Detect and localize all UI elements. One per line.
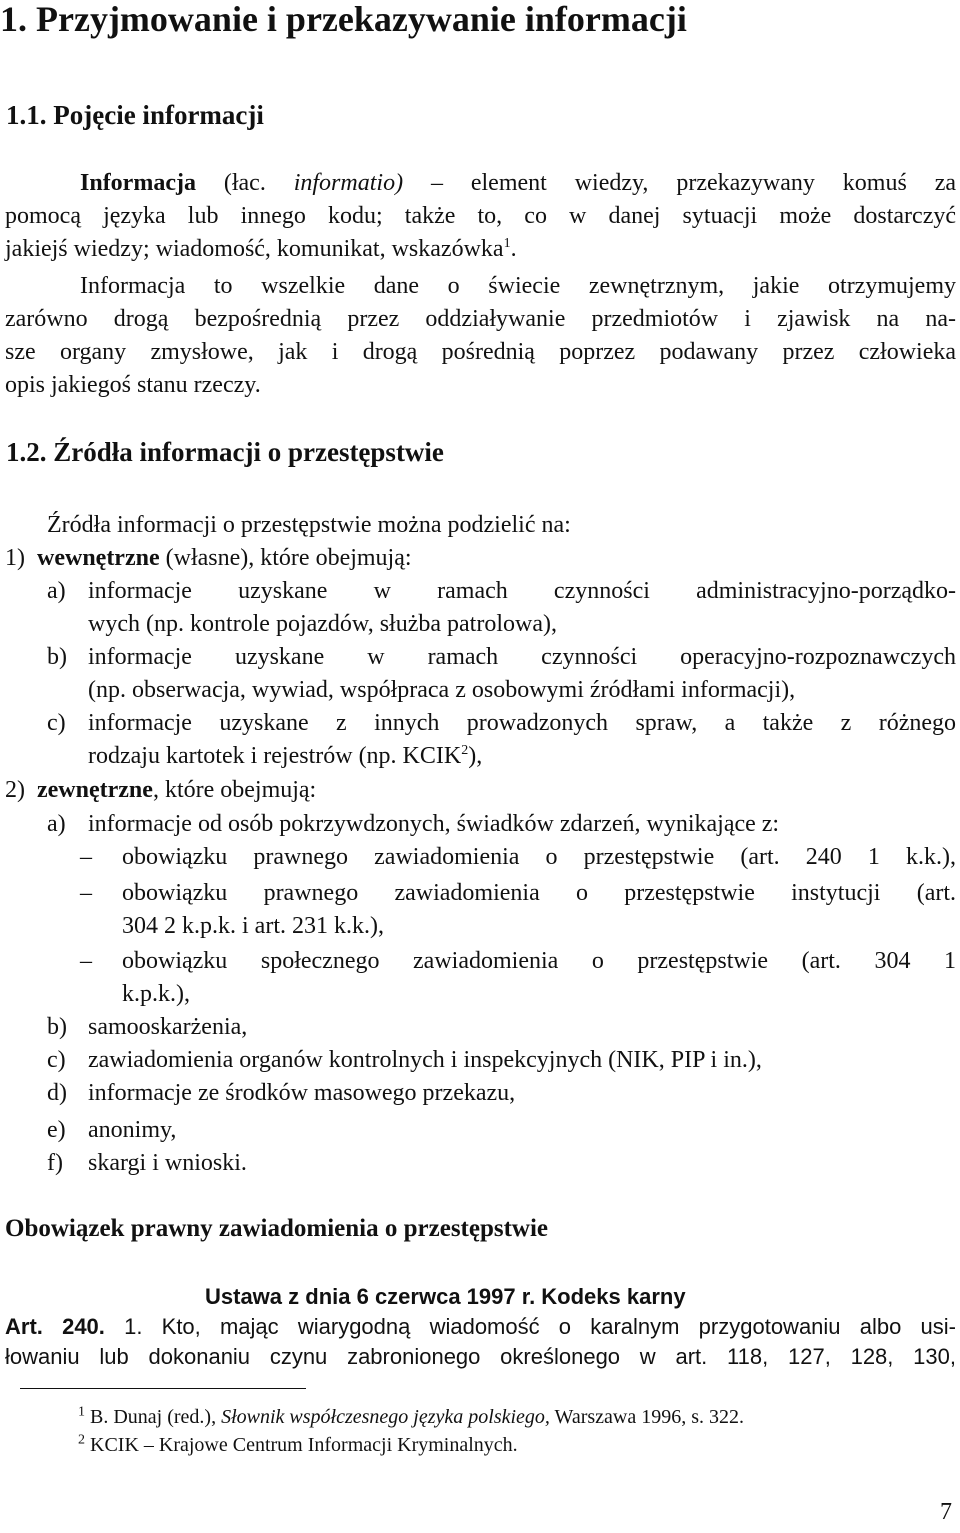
sub-item-line: informacje uzyskane w ramach czynności administracyjno-porządko- — [88, 578, 956, 604]
paragraph-2-line-4: opis jakiegoś stanu rzeczy. — [5, 372, 261, 398]
sub-item-letter: a) — [47, 811, 66, 837]
footnote-ref-1: 1 — [503, 236, 511, 251]
dash-item-line: k.p.k.), — [122, 981, 190, 1007]
list-item-internal: 1) wewnętrzne (własne), które obejmują: — [5, 545, 412, 571]
sub-item-letter: d) — [47, 1080, 67, 1106]
sub-item-letter: e) — [47, 1117, 66, 1143]
sub-item-line: samooskarżenia, — [88, 1014, 248, 1040]
sub-item-line: wych (np. kontrole pojazdów, służba patrolowa), — [88, 611, 557, 637]
dash-item-line: obowiązku prawnego zawiadomienia o przestępstwie instytucji (art. — [122, 880, 956, 906]
definition-line-2: pomocą języka lub innego kodu; także to, co w danej sytuacji może dostarczyć — [5, 203, 956, 229]
heading-chapter-1: 1. Przyjmowanie i przekazywanie informacji — [0, 0, 687, 39]
paragraph-2-line-2: zarówno drogą bezpośrednią przez oddziaływanie przedmiotów i zjawisk na na- — [5, 306, 956, 332]
footnote-1: $^1$ B. Dunaj (red.), Słownik współczesnego języka polskiego, Warszawa 1996, s. 322. — [78, 1404, 744, 1428]
sub-item-line: informacje ze środków masowego przekazu, — [88, 1080, 516, 1106]
sub-item-line: (np. obserwacja, wywiad, współpraca z osobowymi źródłami informacji), — [88, 677, 796, 703]
page-number: 7 — [940, 1499, 952, 1525]
definition-line-1: Informacja (łac. informatio) – element wiedzy, przekazywany komuś za — [80, 170, 956, 196]
sub-item-line: zawiadomienia organów kontrolnych i inspekcyjnych (NIK, PIP i in.), — [88, 1047, 762, 1073]
act-title: Ustawa z dnia 6 czerwca 1997 r. Kodeks karny — [205, 1284, 686, 1309]
article-line-2: łowaniu lub dokonaniu czynu zabronionego określonego w art. 118, 127, 128, 130, — [5, 1344, 956, 1369]
sources-intro: Źródła informacji o przestępstwie można podzielić na: — [47, 512, 571, 538]
list-item-external: 2) zewnętrzne, które obejmują: — [5, 777, 317, 803]
sub-item-letter: f) — [47, 1150, 63, 1176]
paragraph-2-line-1: Informacja to wszelkie dane o świecie zewnętrznym, jakie otrzymujemy — [80, 273, 956, 299]
definition-term: Informacja — [80, 170, 196, 196]
sub-item-line: informacje uzyskane w ramach czynności operacyjno-rozpoznawczych — [88, 644, 956, 670]
heading-section-1-1: 1.1. Pojęcie informacji — [6, 100, 264, 130]
footnote-ref-2: 2 — [461, 743, 469, 758]
paragraph-2-line-3: sze organy zmysłowe, jak i drogą pośrednią poprzez podawany przez człowieka — [5, 339, 956, 365]
sub-item-line: informacje uzyskane z innych prowadzonych spraw, a także z różnego — [88, 710, 956, 736]
heading-legal-duty: Obowiązek prawny zawiadomienia o przestępstwie — [5, 1215, 549, 1242]
article-line-1: Art. 240. 1. Kto, mając wiarygodną wiadomość o karalnym przygotowaniu albo usi- — [5, 1314, 956, 1339]
sub-item-line: skargi i wnioski. — [88, 1150, 247, 1176]
dash-bullet: – — [80, 880, 92, 906]
dash-item-line: obowiązku społecznego zawiadomienia o przestępstwie (art. 304 1 — [122, 948, 956, 974]
footnote-2: $^2$ KCIK – Krajowe Centrum Informacji Kryminalnych. — [78, 1432, 518, 1456]
definition-line-3: jakiejś wiedzy; wiadomość, komunikat, wskazówka$^1$. — [5, 236, 517, 262]
sub-item-letter: c) — [47, 710, 66, 736]
sub-item-letter: b) — [47, 644, 67, 670]
sub-item-line: informacje od osób pokrzywdzonych, świadków zdarzeń, wynikające z: — [88, 811, 780, 837]
sub-item-letter: a) — [47, 578, 66, 604]
sub-item-line: rodzaju kartotek i rejestrów (np. KCIK$^2$), — [88, 743, 483, 769]
sub-item-letter: c) — [47, 1047, 66, 1073]
article-label: Art. 240. — [5, 1314, 105, 1339]
sub-item-line: anonimy, — [88, 1117, 177, 1143]
footnote-divider — [20, 1388, 306, 1389]
sub-item-letter: b) — [47, 1014, 67, 1040]
dash-item-line: 304 2 k.p.k. i art. 231 k.k.), — [122, 913, 384, 939]
heading-section-1-2: 1.2. Źródła informacji o przestępstwie — [6, 437, 444, 467]
dash-item-line: obowiązku prawnego zawiadomienia o przestępstwie (art. 240 1 k.k.), — [122, 844, 956, 870]
dash-bullet: – — [80, 844, 92, 870]
dash-bullet: – — [80, 948, 92, 974]
